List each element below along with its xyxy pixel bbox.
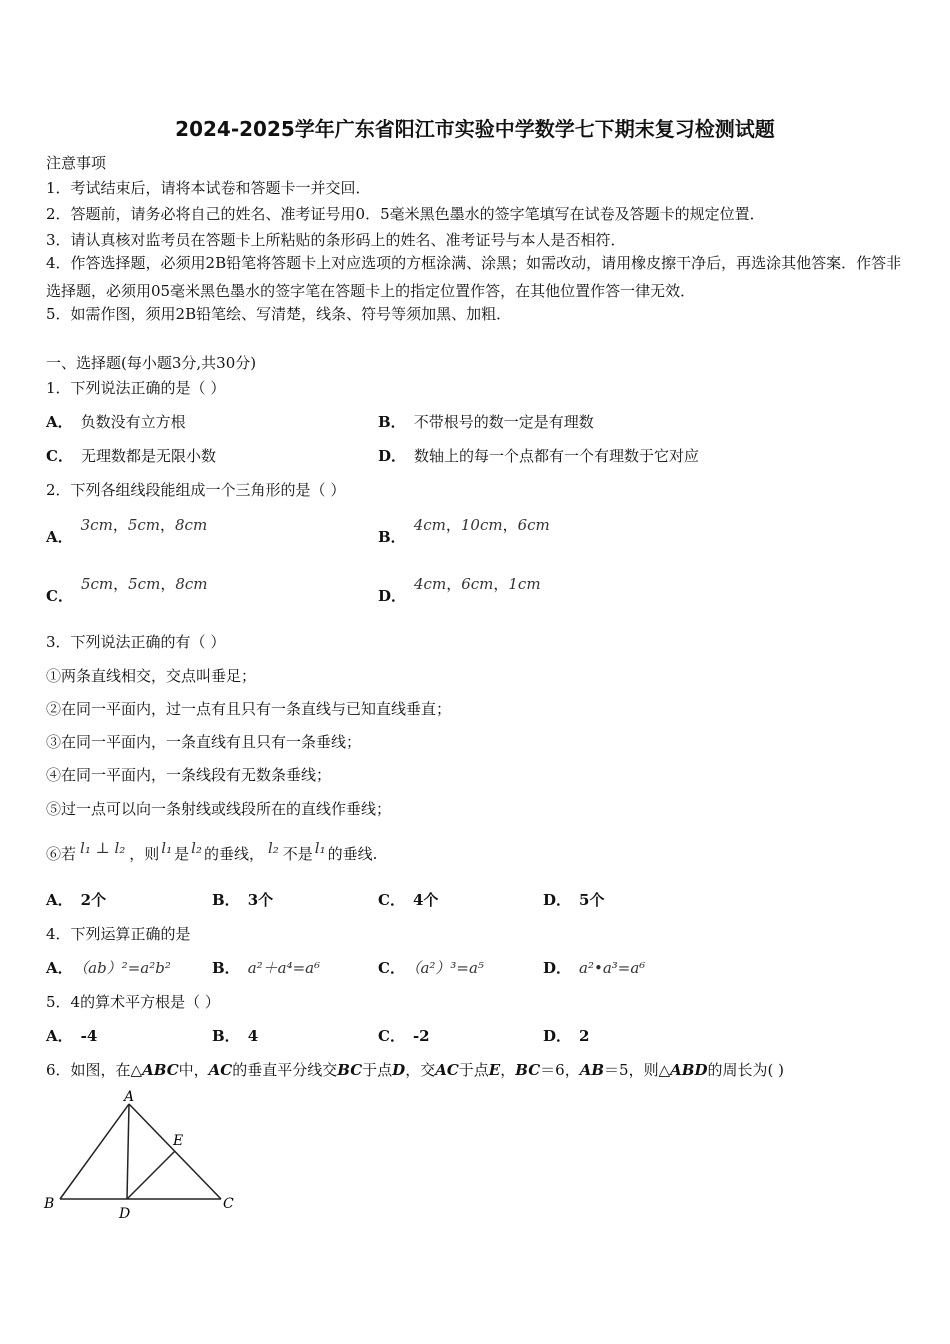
q5-option-b: [212, 1025, 258, 1046]
option-expression: a²•a³=a⁶: [579, 959, 646, 977]
question-3-stem: 3．下列说法正确的有（ ）: [46, 633, 226, 651]
notice-item-2: 2．答题前，请务必将自己的姓名、准考证号用0．5毫米黑色墨水的签字笔填写在试卷及答题卡的规定位置．: [46, 205, 765, 223]
math-symbol: ABD: [670, 1061, 708, 1079]
option-letter: D．: [543, 959, 572, 977]
option-letter: A．: [46, 959, 73, 977]
q3-statement-3: ③在同一平面内，一条直线有且只有一条垂线；: [46, 733, 362, 751]
option-value: 3cm: [80, 516, 113, 534]
option-text: 数轴上的每一个点都有一个有理数于它对应: [414, 447, 700, 465]
math-symbol: AB: [579, 1061, 605, 1079]
option-text: 3个: [247, 891, 274, 909]
option-letter: C．: [46, 587, 73, 605]
vertex-label-c: C: [223, 1196, 234, 1212]
option-letter: C．: [378, 891, 405, 909]
segment-de: [127, 1151, 175, 1199]
notice-item-4: 4．作答选择题，必须用2B铅笔将答题卡上对应选项的方框涂满、涂黑；如需改动，请用橡皮擦干净后，再选涂其他答案．作答非选择题，必须用05毫米黑色墨水的签字笔在答题卡上的指定位置作答，在其他位置作答一律无效．: [46, 254, 902, 300]
option-text: 2个: [80, 891, 107, 909]
q1-option-c: [46, 445, 216, 466]
option-letter: B．: [212, 959, 240, 977]
q3-option-b: [212, 889, 273, 910]
text: 不是: [282, 845, 313, 863]
q2-option-b: B．4cm，10cm，6cm: [378, 516, 550, 546]
vertex-label-b: B: [44, 1196, 55, 1212]
page-title: 2024-2025学年广东省阳江市实验中学数学七下期末复习检测试题: [175, 117, 775, 141]
math-symbol: AC: [208, 1061, 233, 1079]
text: 6．如图，在△: [46, 1061, 143, 1079]
q1-option-b: [378, 411, 594, 432]
question-6-stem: [46, 1059, 784, 1080]
text: 于点: [458, 1061, 489, 1079]
q4-option-c: [378, 957, 484, 978]
section-heading: 一、选择题(每小题3分,共30分): [46, 354, 257, 372]
option-expression: （a²）³=a⁵: [412, 959, 484, 977]
option-text: 不带根号的数一定是有理数: [413, 413, 594, 431]
option-letter: A．: [46, 1027, 73, 1045]
q1-option-d: [378, 445, 699, 466]
option-letter: A．: [46, 891, 73, 909]
q3-option-a: [46, 889, 106, 910]
option-letter: B．: [378, 413, 406, 431]
option-value: 8cm: [175, 516, 208, 534]
notice-item-3: 3．请认真核对监考员在答题卡上所粘贴的条形码上的姓名、准考证号与本人是否相符．: [46, 231, 626, 249]
option-value: 5cm: [128, 575, 161, 593]
option-letter: D．: [543, 1027, 572, 1045]
q3-statement-6: [46, 839, 378, 864]
question-1-stem: 1．下列说法正确的是（ ）: [46, 379, 226, 397]
option-letter: B．: [212, 891, 240, 909]
q3-option-c: [378, 889, 438, 910]
q5-option-a: [46, 1025, 97, 1046]
math-symbol: BC: [515, 1061, 541, 1079]
line-symbol: l₁: [161, 839, 173, 857]
text: 是: [174, 845, 190, 863]
option-value: 1cm: [508, 575, 541, 593]
option-value: 4cm: [414, 575, 447, 593]
math-symbol: ABC: [142, 1061, 179, 1079]
option-letter: D．: [543, 891, 572, 909]
math-symbol: D: [392, 1061, 406, 1079]
option-letter: C．: [378, 1027, 405, 1045]
segment-ad: [127, 1104, 129, 1199]
option-letter: C．: [46, 447, 73, 465]
option-letter: D．: [378, 587, 407, 605]
option-text: -2: [412, 1027, 430, 1045]
question-5-stem: 5．4的算术平方根是（ ）: [46, 993, 220, 1011]
line-symbol: l₂: [191, 839, 202, 857]
text: 的垂直平分线交: [232, 1061, 338, 1079]
option-value: 8cm: [175, 575, 208, 593]
notice-item-5: 5．如需作图，须用2B铅笔绘、写清楚，线条、符号等须加黑、加粗．: [46, 305, 512, 323]
perpendicular-expression: l₁ ⊥ l₂: [80, 839, 126, 857]
line-symbol: l₂: [267, 839, 279, 857]
q3-option-d: [543, 889, 604, 910]
q3-statement-5: ⑤过一点可以向一条射线或线段所在的直线作垂线；: [46, 800, 392, 818]
text: 的垂线，: [203, 845, 264, 863]
option-letter: A．: [46, 528, 73, 546]
question-2-stem: 2．下列各组线段能组成一个三角形的是（ ）: [46, 481, 346, 499]
option-value: 6cm: [517, 516, 550, 534]
vertex-label-a: A: [124, 1089, 135, 1105]
option-text: 5个: [579, 891, 605, 909]
text: 的垂线.: [327, 845, 378, 863]
math-symbol: AC: [435, 1061, 459, 1079]
notice-heading: 注意事项: [46, 154, 107, 172]
option-text: 负数没有立方根: [80, 413, 186, 431]
q2-option-c: C．5cm，5cm，8cm: [46, 575, 208, 605]
option-letter: C．: [378, 959, 405, 977]
segment-ab: [60, 1104, 129, 1199]
option-expression: a²＋a⁴=a⁶: [247, 959, 321, 977]
text: 中，: [178, 1061, 209, 1079]
q1-option-a: [46, 411, 186, 432]
notice-item-1: 1．考试结束后，请将本试卷和答题卡一并交回．: [46, 179, 371, 197]
text: ⑥若: [46, 845, 77, 863]
option-letter: D．: [378, 447, 407, 465]
math-symbol: E: [488, 1061, 501, 1079]
q3-statement-2: ②在同一平面内，过一点有且只有一条直线与已知直线垂直；: [46, 700, 452, 718]
option-expression: （ab）²=a²b²: [80, 959, 171, 977]
option-text: -4: [80, 1027, 98, 1045]
q3-statement-4: ④在同一平面内，一条线段有无数条垂线；: [46, 766, 332, 784]
text: ，则: [129, 845, 160, 863]
option-value: 10cm: [460, 516, 503, 534]
option-text: 4: [247, 1027, 259, 1045]
option-value: 4cm: [413, 516, 446, 534]
line-symbol: l₁: [314, 839, 326, 857]
option-letter: B．: [212, 1027, 240, 1045]
option-text: 2: [579, 1027, 590, 1045]
q2-option-a: A．3cm，5cm，8cm: [46, 516, 208, 546]
option-value: 5cm: [80, 575, 114, 593]
q4-option-a: [46, 957, 171, 978]
option-value: 6cm: [461, 575, 494, 593]
triangle-figure: [40, 1088, 240, 1223]
point-label-d: D: [119, 1206, 131, 1222]
q5-option-c: [378, 1025, 430, 1046]
q3-statement-1: ①两条直线相交，交点叫垂足；: [46, 667, 257, 685]
q4-option-b: [212, 957, 320, 978]
q2-option-d: D．4cm，6cm，1cm: [378, 575, 541, 605]
q5-option-d: [543, 1025, 589, 1046]
text: ，: [500, 1061, 516, 1079]
question-4-stem: 4．下列运算正确的是: [46, 925, 191, 943]
point-label-e: E: [173, 1133, 184, 1149]
text: ＝6，: [540, 1061, 580, 1079]
option-text: 无理数都是无限小数: [80, 447, 216, 465]
text: 于点: [362, 1061, 393, 1079]
math-symbol: BC: [337, 1061, 363, 1079]
option-value: 5cm: [127, 516, 160, 534]
option-letter: A．: [46, 413, 73, 431]
text: 的周长为( ): [707, 1061, 784, 1079]
q4-option-d: [543, 957, 645, 978]
text: ，交: [405, 1061, 436, 1079]
option-letter: B．: [378, 528, 406, 546]
text: ＝5，则△: [604, 1061, 671, 1079]
option-text: 4个: [412, 891, 439, 909]
